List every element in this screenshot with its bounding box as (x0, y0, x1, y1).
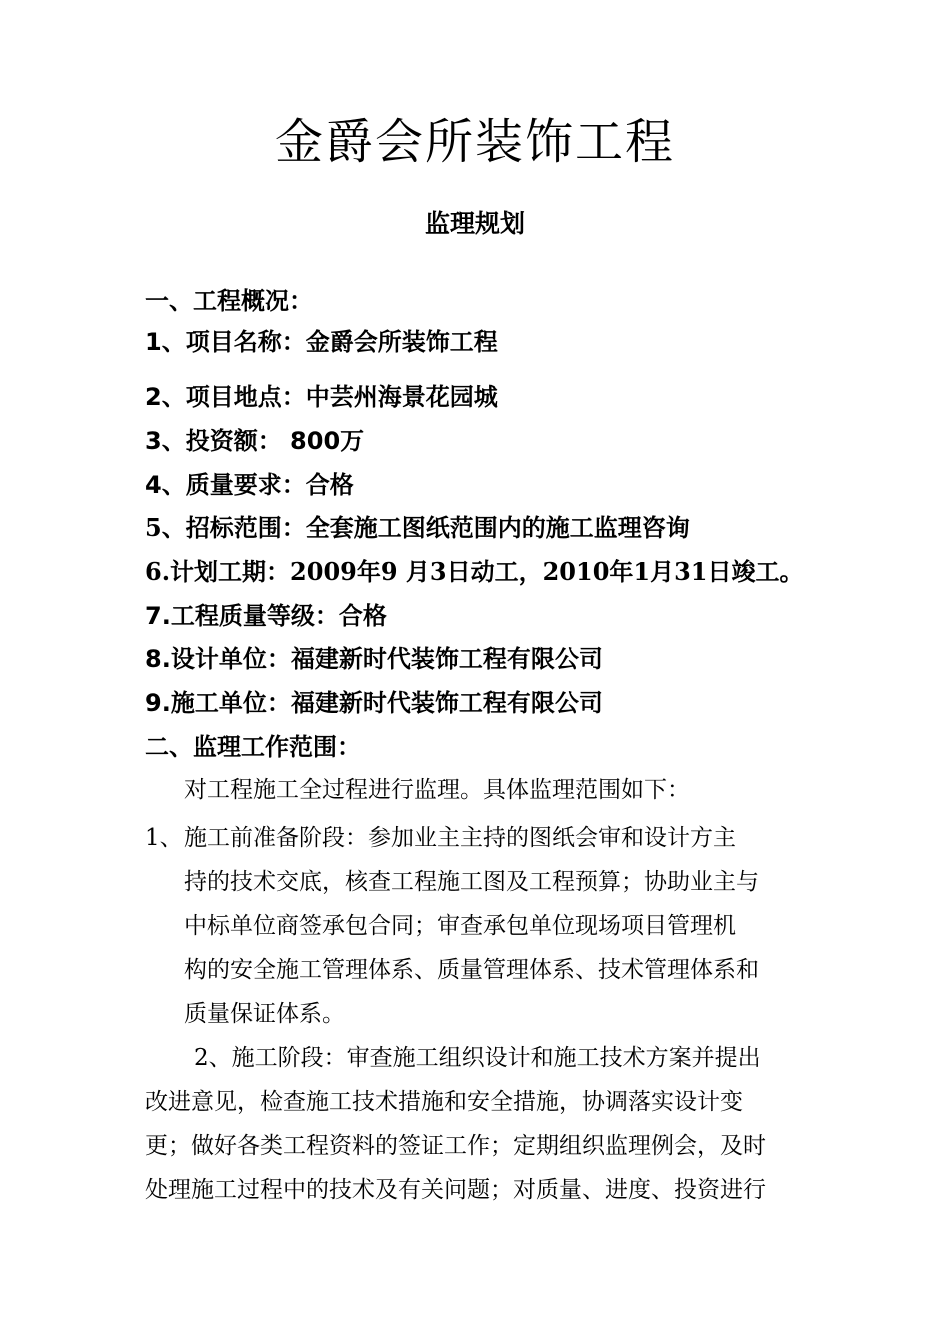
overview-item-schedule: 6.计划工期：2009年9 月3日动工，2010年1月31日竣工。 (145, 557, 804, 586)
overview-item-location: 2、项目地点：中芸州海景花园城 (145, 383, 498, 411)
overview-item-investment: 3、投资额： 800万 (145, 427, 365, 455)
scope-item1-number: 1、 (145, 825, 183, 851)
scope-item1-line: 施工前准备阶段：参加业主主持的图纸会审和设计方主 (184, 825, 736, 851)
overview-item-design-unit: 8.设计单位：福建新时代装饰工程有限公司 (145, 645, 603, 673)
scope-item1-line: 构的安全施工管理体系、质量管理体系、技术管理体系和 (184, 957, 759, 983)
overview-item-construction-unit: 9.施工单位：福建新时代装饰工程有限公司 (145, 689, 603, 717)
overview-item-quality-grade: 7.工程质量等级：合格 (145, 602, 387, 630)
overview-item-bid-scope: 5、招标范围：全套施工图纸范围内的施工监理咨询 (145, 513, 690, 542)
overview-item-project-name: 1、项目名称：金爵会所装饰工程 (145, 328, 498, 356)
section2-intro: 对工程施工全过程进行监理。具体监理范围如下： (184, 777, 690, 803)
scope-item2-line: 2、施工阶段：审查施工组织设计和施工技术方案并提出 (194, 1045, 761, 1071)
document-title: 金爵会所装饰工程 (274, 114, 675, 170)
section1-heading: 一、工程概况： (145, 287, 313, 315)
section2-heading: 二、监理工作范围： (145, 733, 361, 761)
scope-item2-line: 更；做好各类工程资料的签证工作；定期组织监理例会，及时 (145, 1133, 766, 1159)
scope-item2-line: 处理施工过程中的技术及有关问题；对质量、进度、投资进行 (145, 1177, 766, 1203)
overview-item-quality-requirement: 4、质量要求：合格 (145, 471, 354, 499)
scope-item1-line: 中标单位商签承包合同；审查承包单位现场项目管理机 (184, 913, 736, 939)
scope-item1-line: 持的技术交底，核查工程施工图及工程预算；协助业主与 (184, 869, 759, 895)
document-subtitle: 监理规划 (424, 209, 525, 238)
scope-item1-line: 质量保证体系。 (184, 1001, 345, 1027)
scope-item2-line: 改进意见，检查施工技术措施和安全措施，协调落实设计变 (145, 1089, 743, 1115)
